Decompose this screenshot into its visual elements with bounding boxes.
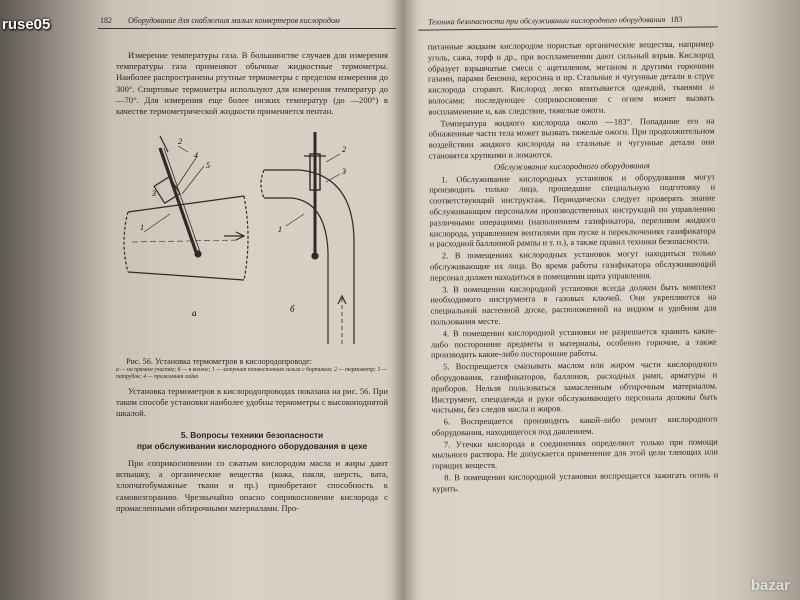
fig-label: 1	[140, 223, 144, 232]
figure-caption-block	[116, 357, 388, 381]
section-title-line-2: при обслуживании кислородного оборудования в цехе	[136, 441, 368, 451]
fig-label: 5	[206, 161, 210, 170]
right-paragraph: Температура жидкого кислорода около —183°. Попадание его на обнаженные части тела может вызвать тяжелые ожоги. При продолжительном воздействии жидкого кислорода на стальные и чугунные детали они становятся хрупкими и ломаются.	[428, 115, 715, 161]
list-item: 2. В помещениях кислородных установок могут находиться только обслуживающие их лица. Во время работы газификатора обслуживающий персонал должен находиться в помещении щита управления.	[429, 247, 717, 283]
fig-label: 2	[342, 145, 346, 154]
right-page-number: 183	[670, 14, 683, 24]
left-page	[98, 0, 396, 600]
list-item: 8. В помещении кислородной установки воспрещается зажигать огонь и курить.	[432, 469, 718, 494]
right-running-head	[418, 0, 718, 31]
figure-caption: Рис. 56. Установка термометров в кислородопроводе:	[126, 357, 313, 366]
left-paragraph: При соприкосновении со сжатым кислородом масла и жиры дают вспышку, а органические вещества (кожа, пакля, шерсть, вата, хлопчатобумажные ткани и пр.) приобретают способность к самовозгоранию. Чрезвычайно опасно соприкосновение кислорода с промасленными обтирочными материалами. Про-	[116, 458, 388, 513]
list-item: 7. Утечки кислорода в соединениях определяют только при помощи мыльного раствора. Не допускается применение для этой цели тлеющих или горящих веществ.	[431, 436, 718, 471]
left-para-3-block	[116, 458, 388, 516]
left-para-2-block	[116, 386, 388, 422]
figure-a-straight-pipe	[124, 136, 248, 280]
fig-label: 2	[178, 137, 182, 146]
list-item: 3. В помещении кислородной установки всегда должен быть комплект необходимого инструмента в газовых ключей. Они укрепляются на специальной настенной доске, расположенной на видном и удобном для пользования месте.	[430, 281, 717, 327]
right-running-title: Техника безопасности при обслуживании кислородного оборудования	[428, 14, 666, 27]
seller-watermark: ruse05	[2, 16, 51, 33]
left-paragraph: Установка термометров в кислородопроводах показана на рис. 56. При таком способе установки наиболее удобны термометры с высокоподнятой шкалой.	[116, 386, 388, 419]
list-item: 1. Обслуживание кислородных установок и оборудования могут производить только лица, прошедшие специальную подготовку и соответствующий инструктаж. Периодически следует проверять знание обслуживающим персоналом производственных инструкций по управлению различными операциями (наполнением газификатора, переливом жидкого кислорода, управлением вентилями при пуске и переключениях газификатора и расходной баллонной рампы и т. п.), а также правил техники безопасности.	[429, 171, 716, 249]
figure-b-elbow	[261, 132, 354, 344]
right-text-block	[428, 39, 718, 496]
list-item: 6. Воспрещается производить какой-либо ремонт кислородного оборудования, находящегося под давлением.	[431, 413, 718, 438]
section-heading	[116, 430, 388, 452]
fig-label: 3	[342, 167, 346, 176]
fig-label: 3	[152, 189, 156, 198]
fig-label: 1	[278, 225, 282, 234]
site-watermark: bazar	[750, 577, 790, 594]
left-running-title: Оборудование для снабжения малых конвертеров кислородом	[128, 16, 340, 25]
fig-label: 4	[194, 151, 198, 160]
left-page-number: 182	[100, 16, 112, 25]
left-para-1-block	[116, 50, 388, 119]
fig-label-b: б	[290, 304, 295, 314]
list-item: 4. В помещении кислородной установки не разрешается хранить какие-либо посторонние предметы и материалы, особенно горючие, а также производить какие-либо посторонние работы.	[430, 325, 717, 360]
left-paragraph: Измерение температуры газа. В большинстве случаев для измерения температуры газа применяют обычные жидкостные термометры. Наиболее распространены ртутные термометры с пределом измерения до 300°. Спиртовые термометры используют для измерения температур до —70°. Для измерения еще более низких температур (до —200°) в качестве термометрической жидкости применяется пентан.	[116, 50, 388, 117]
section-title-line-1: 5. Вопросы техники безопасности	[180, 430, 324, 440]
right-subtitle: Обслуживание кислородного оборудования	[493, 159, 650, 172]
fig-label-a: а	[192, 308, 197, 318]
figure-56	[114, 132, 394, 354]
figure-legend: а — на прямом участке; б — в колене; 1 — латунная тонкостенная гильза с бортиком; 2 — термометр; 3 — патрубок; 4 — прижимная гайка	[116, 367, 387, 381]
right-paragraph: питанные жидким кислородом пористые органические вещества, например уголь, сажа, торф и др., при воспламенении дают сильный взрыв. Кислород образует взрывчатые смеси с ацетиленом, метаном и другими горючими газами, парами бензина, керосина и пр. Стальные и чугунные детали в струе кислорода сгорают. Кислород легко впитывается одеждой, тканями и волосами; последующее соприкосновение с огнем может вызвать воспламенение и, как следствие, тяжелые ожоги.	[427, 38, 715, 117]
list-item: 5. Воспрещается смазывать маслом или жиром части кислородного оборудования, газификаторов, баллонов, расходных рамп, арматуры и приборов. Нельзя пользоваться замасленным обтирочным материалом. Инструмент, спецодежда и руки обслуживающего персонала должны быть чистыми, без следов масла и жиров.	[431, 358, 718, 415]
left-running-head	[98, 0, 396, 29]
right-page	[418, 0, 718, 600]
